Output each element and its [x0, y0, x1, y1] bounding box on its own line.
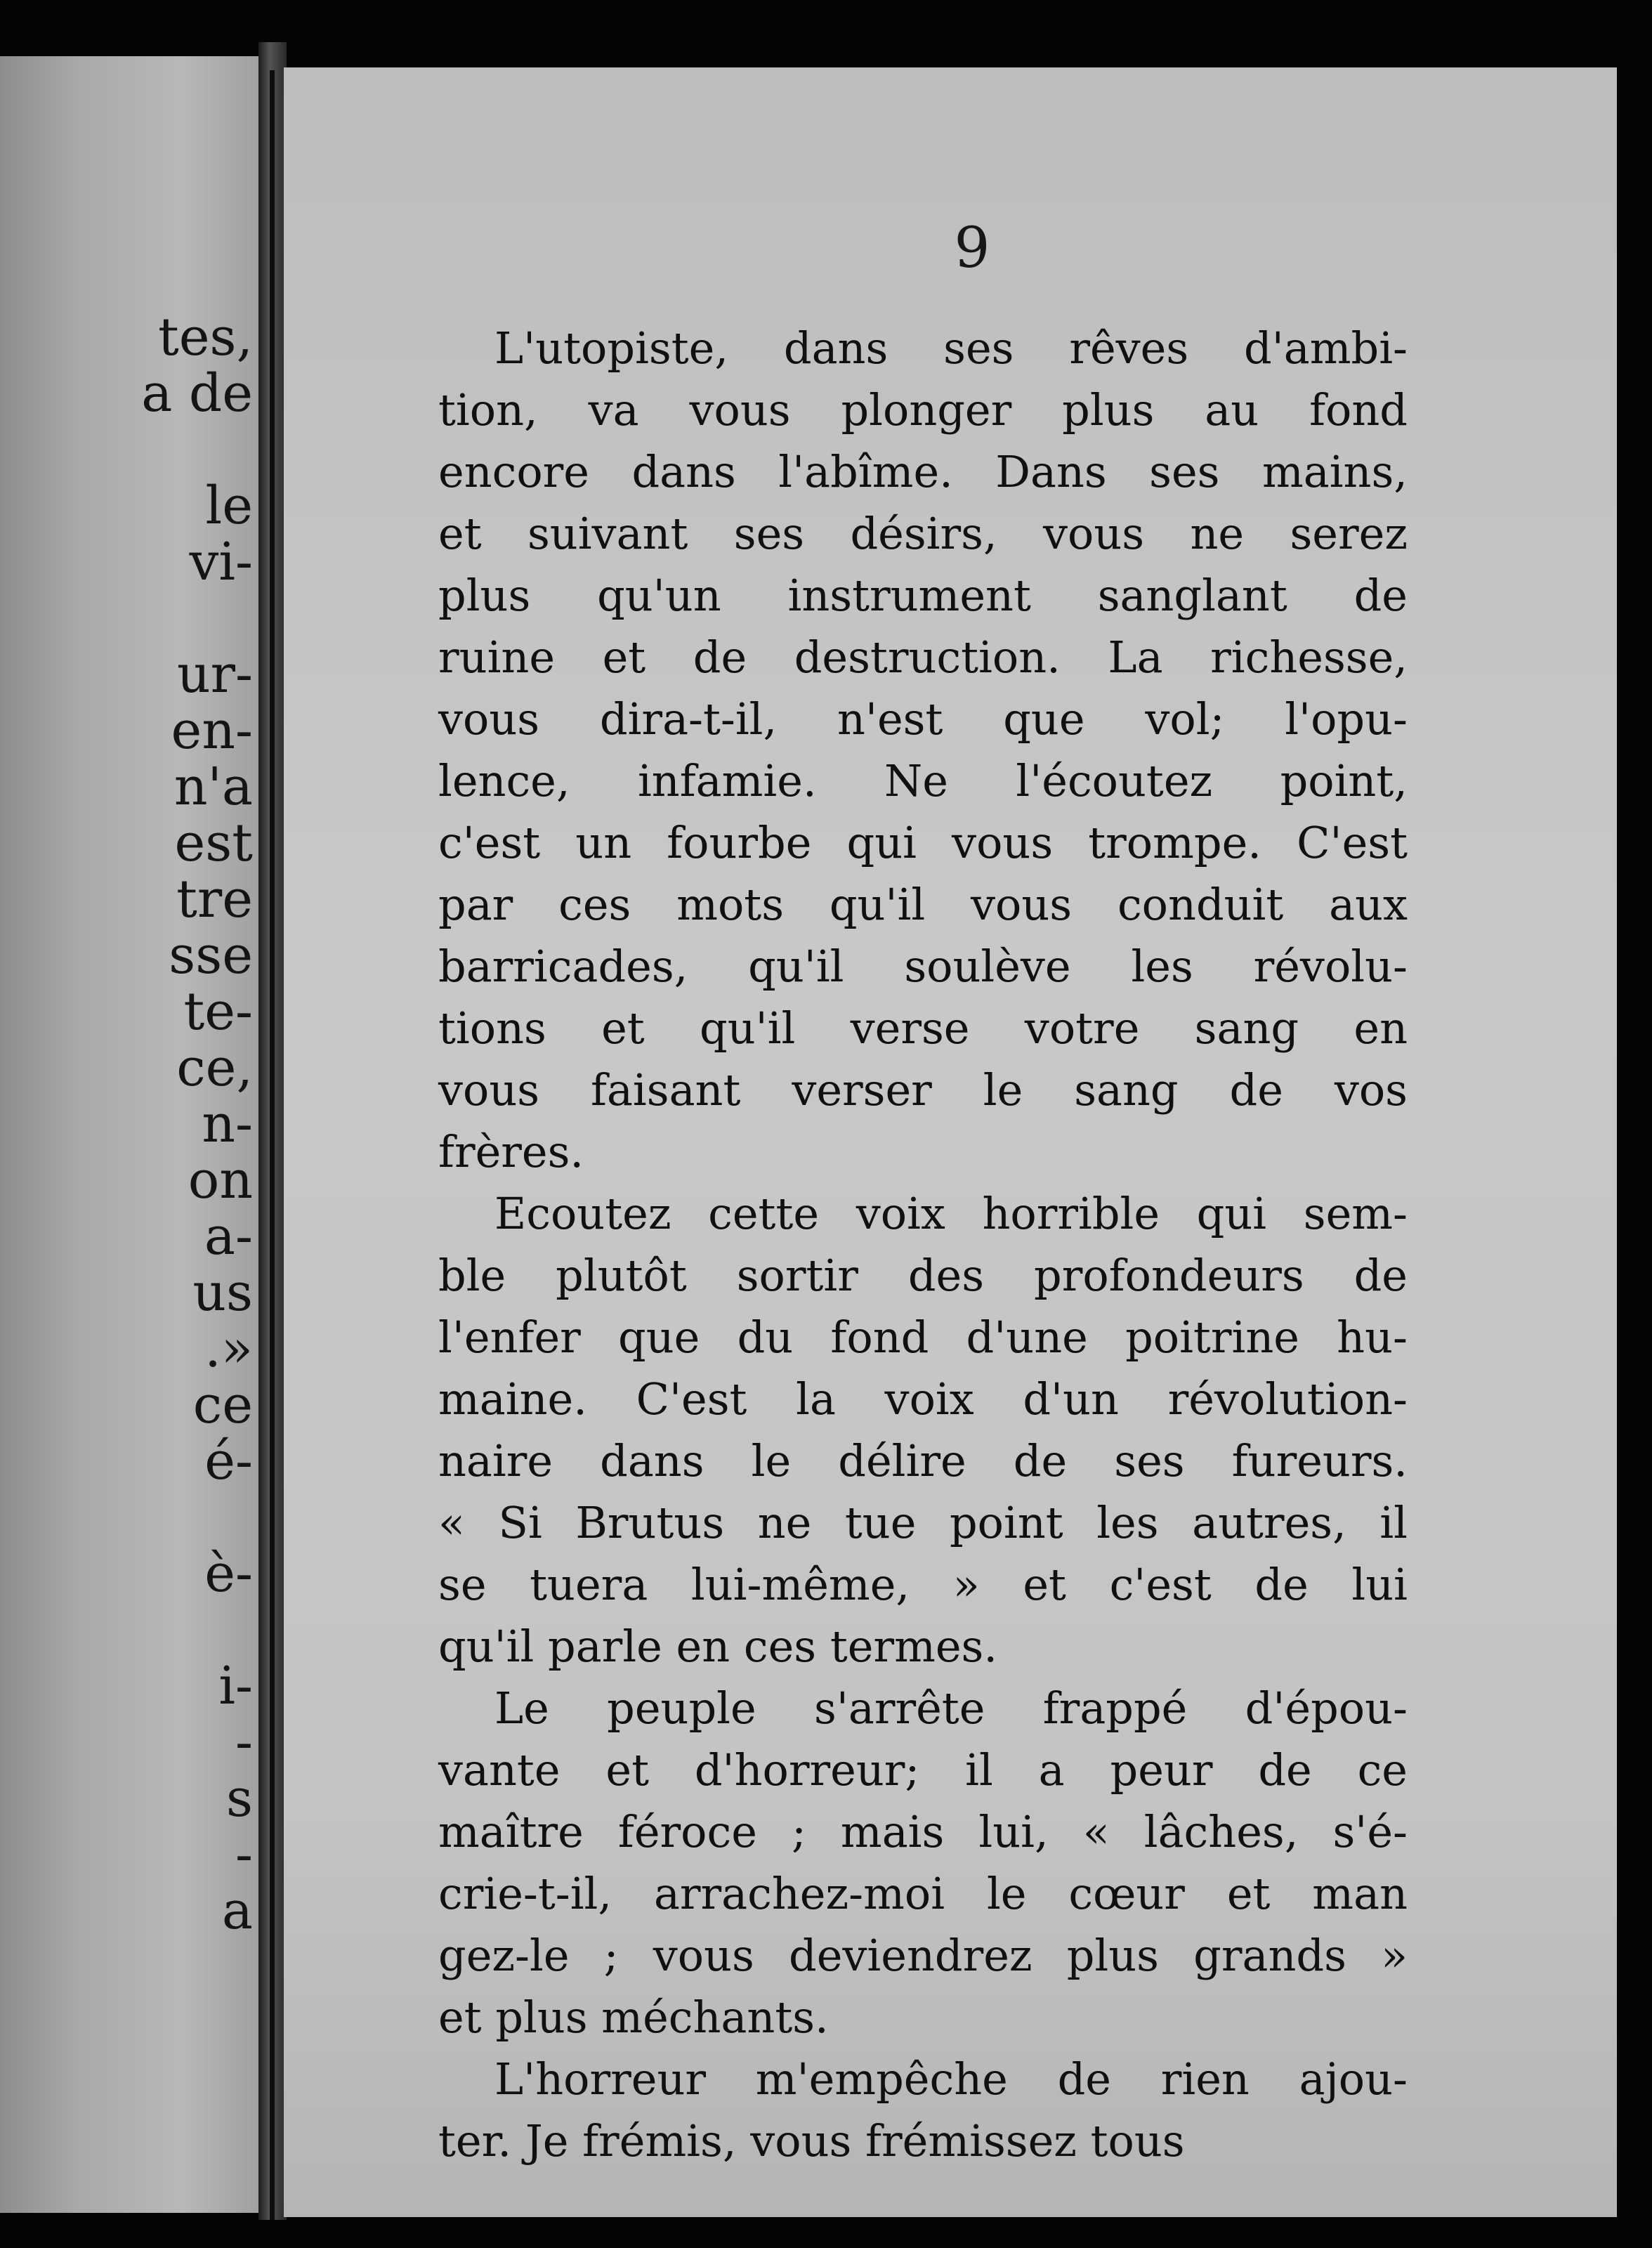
left-page-fragment: è-: [204, 1543, 253, 1604]
paragraph: [438, 1183, 1408, 1678]
text-line: crie-t-il, arrachez-moi le cœur et man: [438, 1868, 1408, 1919]
text-line: et suivant ses désirs, vous ne serez: [438, 508, 1408, 559]
text-line: se tuera lui-même, » et c'est de lui: [438, 1559, 1408, 1610]
text-line: ble plutôt sortir des profondeurs de: [438, 1250, 1408, 1301]
text-line: vous dira-t-il, n'est que vol; l'opu-: [438, 693, 1408, 745]
left-page-fragment: n'a: [173, 757, 253, 817]
left-page-fragment: [0, 590, 253, 646]
paragraph: [438, 318, 1408, 1183]
paragraph: [438, 1678, 1408, 2048]
left-page-fragment: te-: [183, 981, 253, 1042]
text-line: maître féroce ; mais lui, « lâches, s'é-: [438, 1806, 1408, 1857]
left-page-fragment: a-: [204, 1206, 253, 1267]
left-page-fragment: [0, 1489, 253, 1546]
text-line: vous faisant verser le sang de vos: [438, 1064, 1408, 1116]
text-line: encore dans l'abîme. Dans ses mains,: [438, 446, 1408, 497]
left-page-fragment: ce,: [176, 1038, 253, 1098]
page-body-text: [438, 318, 1408, 2172]
text-line: tions et qu'il verse votre sang en: [438, 1002, 1408, 1054]
left-page-fragment: le: [205, 476, 253, 536]
text-line: L'utopiste, dans ses rêves d'ambi-: [494, 322, 1408, 374]
left-page-fragment: n-: [202, 1094, 253, 1154]
left-page-fragment: vi-: [189, 532, 253, 592]
text-line: maine. C'est la voix d'un révolution-: [438, 1373, 1408, 1425]
left-page-fragment: ur-: [176, 644, 253, 705]
left-page-fragment: -: [235, 1824, 253, 1885]
text-line: « Si Brutus ne tue point les autres, il: [438, 1497, 1408, 1548]
left-page-fragment: en-: [171, 700, 253, 761]
text-line: l'enfer que du fond d'une poitrine hu-: [438, 1312, 1408, 1363]
left-page-fragment: est: [174, 813, 253, 873]
text-line: naire dans le délire de ses fureurs.: [438, 1435, 1408, 1486]
text-line: lence, infamie. Ne l'écoutez point,: [438, 755, 1408, 806]
left-page-fragment: a: [221, 1881, 253, 1941]
left-page-fragment: ce: [192, 1375, 253, 1435]
page-number: 9: [954, 215, 990, 280]
left-page-fragment: s: [226, 1768, 253, 1829]
left-page-fragment: -: [235, 1712, 253, 1772]
left-page-fragment: [0, 1602, 253, 1658]
left-page-fragment: on: [188, 1150, 253, 1210]
text-line: ter. Je frémis, vous frémissez tous: [438, 2115, 1185, 2167]
binding-fold-line: [270, 70, 275, 2220]
text-line: et plus méchants.: [438, 1992, 829, 2043]
text-line: c'est un fourbe qui vous trompe. C'est: [438, 817, 1408, 868]
text-line: tion, va vous plonger plus au fond: [438, 384, 1408, 436]
left-page-fragment: us: [192, 1262, 253, 1323]
text-line: gez-le ; vous deviendrez plus grands »: [438, 1930, 1408, 1981]
left-page-fragments: [0, 309, 253, 1939]
text-line: ruine et de destruction. La richesse,: [438, 632, 1408, 683]
left-page-fragment: a de: [141, 363, 253, 424]
left-page-fragment: tre: [176, 869, 253, 929]
left-page-fragment: é-: [204, 1431, 253, 1491]
text-line: barricades, qu'il soulève les révolu-: [438, 941, 1408, 992]
left-page-fragment: .»: [204, 1319, 253, 1379]
text-line: vante et d'horreur; il a peur de ce: [438, 1744, 1408, 1796]
text-line: Ecoutez cette voix horrible qui sem-: [494, 1188, 1408, 1239]
text-line: par ces mots qu'il vous conduit aux: [438, 879, 1408, 930]
text-line: frères.: [438, 1126, 584, 1177]
right-page: [284, 67, 1617, 2217]
text-line: plus qu'un instrument sanglant de: [438, 570, 1408, 621]
text-line: Le peuple s'arrête frappé d'épou-: [494, 1682, 1408, 1734]
paragraph: [438, 2048, 1408, 2172]
left-page-fragment: tes,: [157, 307, 253, 367]
left-page-fragment: sse: [169, 925, 253, 986]
text-line: qu'il parle en ces termes.: [438, 1621, 998, 1672]
left-page-fragment: i-: [218, 1656, 253, 1716]
left-page-edge: [0, 56, 260, 2213]
left-page-fragment: [0, 422, 253, 478]
text-line: L'horreur m'empêche de rien ajou-: [494, 2053, 1408, 2105]
